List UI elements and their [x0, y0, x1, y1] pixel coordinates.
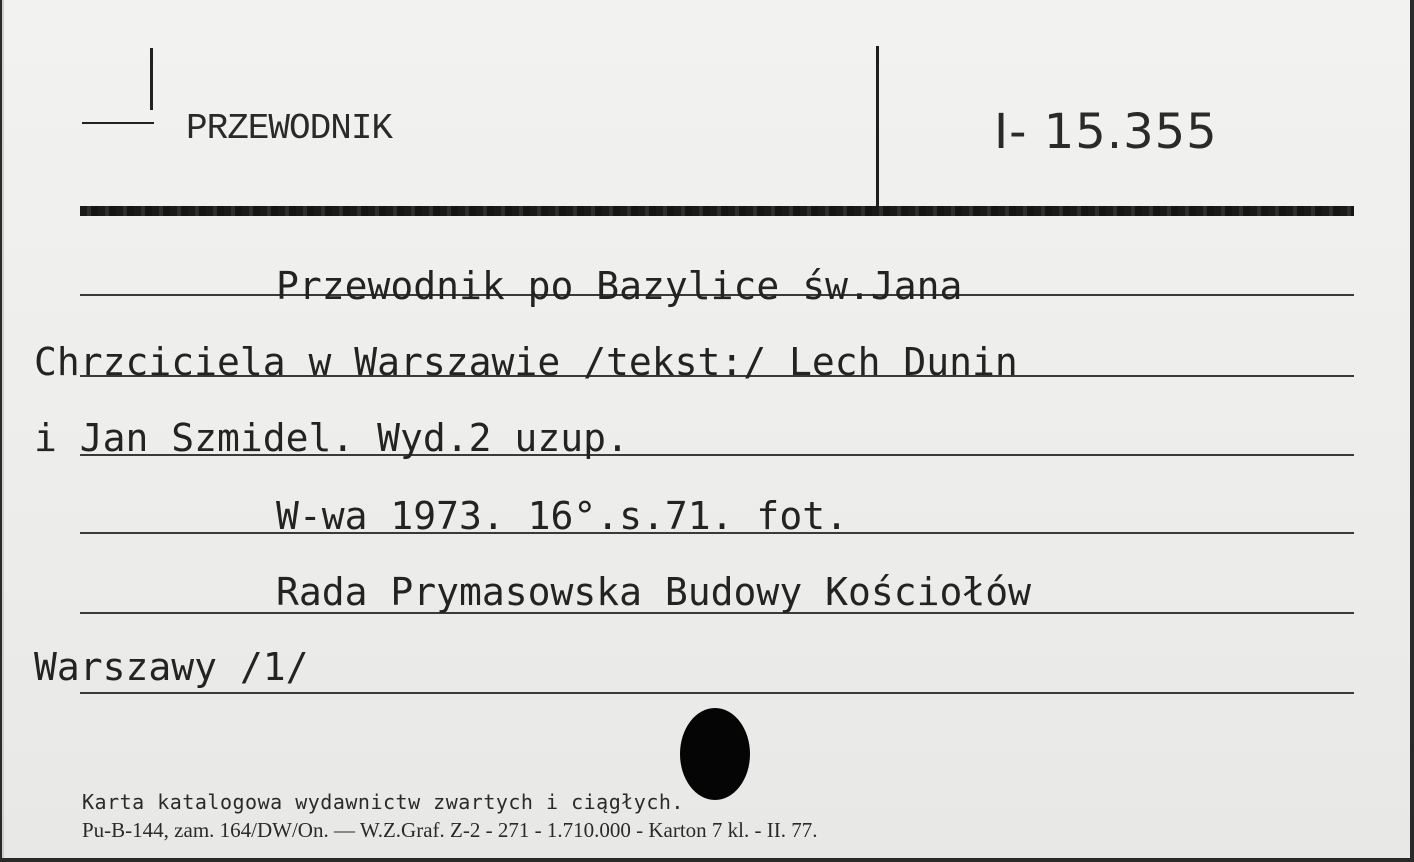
entry-line-3: i Jan Szmidel. Wyd.2 uzup. — [34, 416, 629, 460]
ruled-line — [80, 692, 1354, 694]
catalog-card — [2, 0, 1410, 858]
corner-mark-vertical — [150, 48, 153, 110]
corner-mark-horizontal — [82, 122, 154, 124]
entry-line-2: Chrzciciela w Warszawie /tekst:/ Lech Dunin — [34, 340, 1018, 384]
call-number: I- 15.355 — [994, 104, 1218, 160]
footer-print-info: Pu-B-144, zam. 164/DW/On. — W.Z.Graf. Z-2 - 271 - 1.710.000 - Karton 7 kl. - II. 77. — [82, 818, 818, 842]
heading: PRZEWODNIK — [186, 108, 393, 149]
header-rule — [80, 206, 1354, 216]
punch-hole — [680, 708, 750, 800]
entry-line-6: Warszawy /1/ — [34, 645, 309, 689]
header-divider — [876, 46, 879, 208]
entry-line-5: Rada Prymasowska Budowy Kościołów — [276, 570, 1031, 614]
entry-line-4: W-wa 1973. 16°.s.71. fot. — [276, 494, 848, 538]
entry-line-1: Przewodnik po Bazylice św.Jana — [276, 264, 963, 308]
footer-caption: Karta katalogowa wydawnictw zwartych i ciągłych. — [82, 790, 684, 814]
